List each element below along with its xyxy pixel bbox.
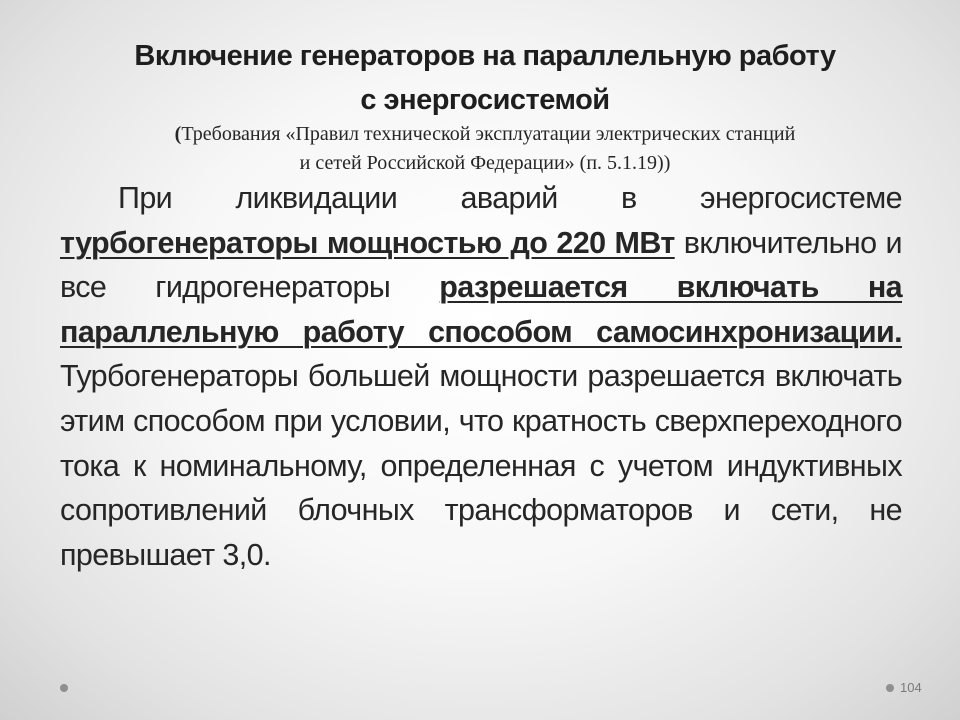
body-emphasis-self-synchronization: разрешается включать на параллельную работу способом самосинхронизации. <box>60 270 903 349</box>
body-segment-3: включительно и все гидрогенераторы <box>60 225 902 305</box>
slide-title-line-1: Включение генераторов на параллельную работу <box>134 40 836 72</box>
subtitle-open-paren: ( <box>174 123 182 145</box>
body-emphasis-turbogenerators: турбогенераторы мощностью до 220 МВт <box>60 225 675 260</box>
slide-title <box>60 34 910 122</box>
subtitle-text-1: Требования «Правил технической эксплуатации электрических станций <box>181 123 796 145</box>
slide-title-line-2: с энергосистемой <box>360 84 610 116</box>
body-segment-1: При ликвидации аварий в энергосистеме <box>118 181 902 215</box>
subtitle-line-1 <box>60 120 910 149</box>
body-segment-5: Турбогенераторы большей мощности разрешается включать этим способом при условии, что кратность сверхпереходного тока к номинальному, определенная с учетом индуктивных сопротивлений блочных трансформаторов и сети, не превышает 3,0. <box>60 359 902 572</box>
page-number: 104 <box>900 680 922 695</box>
subtitle-line-2: и сетей Российской Федерации» (п. 5.1.19)) <box>299 152 671 174</box>
slide-subtitle <box>60 120 910 178</box>
body-paragraph <box>60 176 902 577</box>
right-bullet-dot <box>886 684 894 692</box>
left-bullet-dot <box>60 684 68 692</box>
